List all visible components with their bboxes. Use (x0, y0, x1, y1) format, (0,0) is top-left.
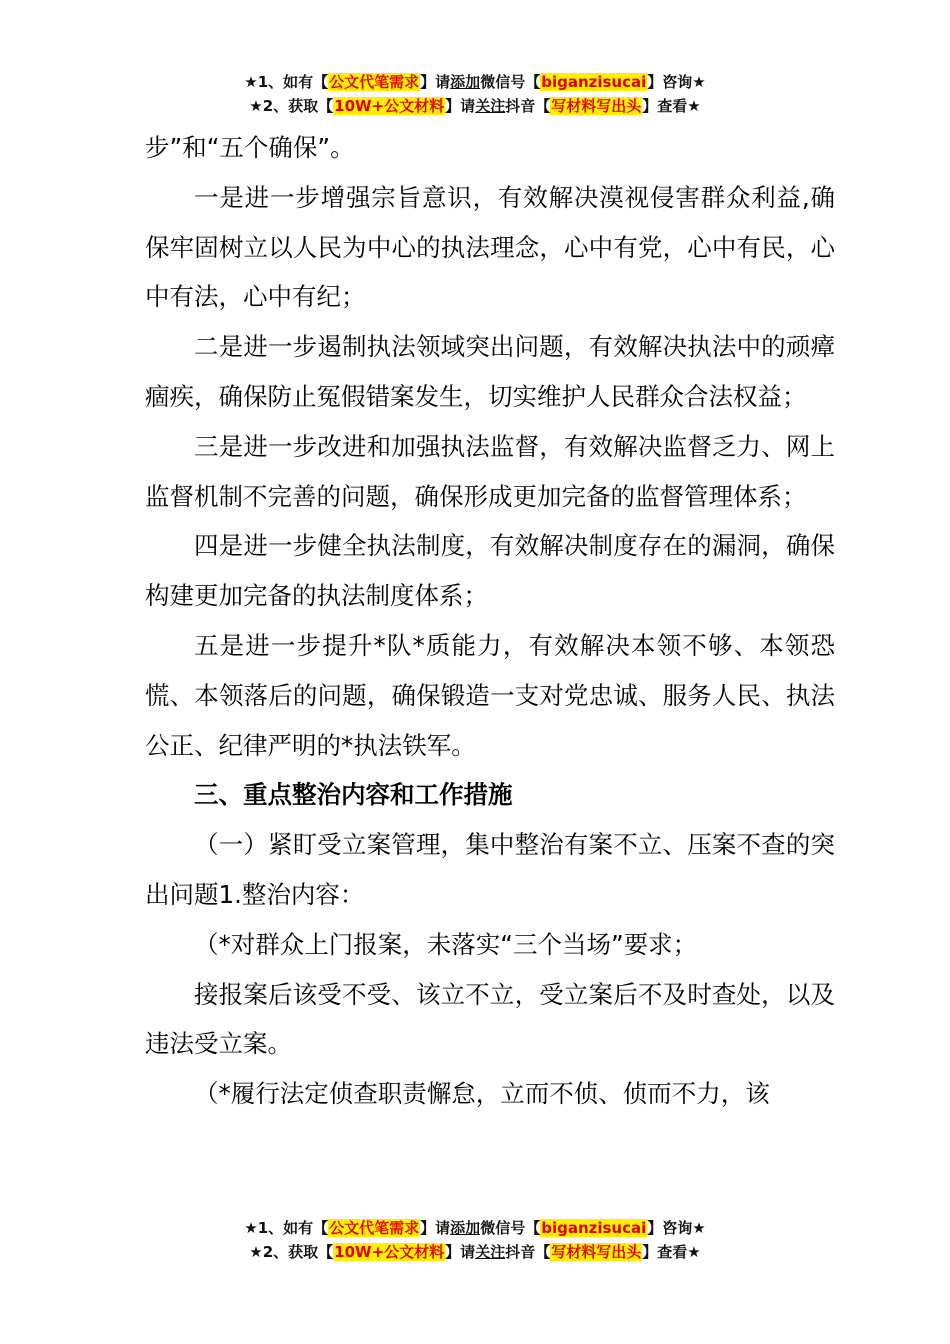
promo-text: 2、获取【 (262, 97, 334, 115)
promo-text: 1、如有【 (257, 73, 329, 91)
promo-text: 】查看 (642, 97, 688, 115)
promo-highlight: 公文代笔需求 (329, 73, 420, 91)
promo-highlight: biganzisucai (541, 1219, 647, 1237)
promo-line-2 (0, 1240, 950, 1264)
promo-text: 】请 (445, 97, 476, 115)
promo-text: 】请 (420, 73, 451, 91)
promo-text: 】请 (445, 1243, 476, 1261)
paragraph: 接报案后该受不受、该立不立，受立案后不及时查处，以及违法受立案。 (145, 979, 835, 1059)
star-icon: ★ (692, 73, 706, 91)
promo-text: 1、如有【 (257, 1219, 329, 1237)
promo-text: 抖音【 (505, 97, 551, 115)
promo-highlight: 写材料写出头 (551, 97, 642, 115)
promo-text: 】咨询 (647, 73, 693, 91)
promo-text: 抖音【 (505, 1243, 551, 1261)
promo-text: 】咨询 (647, 1219, 693, 1237)
promo-line-2 (0, 94, 950, 118)
paragraph: 步”和“五个确保”。 (145, 133, 355, 162)
promo-highlight: 10W+公文材料 (334, 1243, 445, 1261)
promo-text: 2、获取【 (262, 1243, 334, 1261)
promo-highlight: 公文代笔需求 (329, 1219, 420, 1237)
paragraph: （*对群众上门报案，未落实“三个当场”要求； (194, 929, 698, 959)
paragraph: 三是进一步改进和加强执法监督，有效解决监督乏力、网上监督机制不完善的问题，确保形成更加完备的监督管理体系； (145, 431, 835, 511)
promo-text: 】查看 (642, 1243, 688, 1261)
promo-underlined: 添加 (450, 73, 481, 91)
star-icon: ★ (687, 97, 701, 115)
promo-highlight: 写材料写出头 (551, 1243, 642, 1261)
paragraph: （*履行法定侦查职责懈怠，立而不侦、侦而不力，该 (194, 1079, 770, 1109)
star-icon: ★ (249, 1243, 263, 1261)
section-heading: 三、重点整治内容和工作措施 (194, 780, 513, 810)
paragraph: （一）紧盯受立案管理，集中整治有案不立、压案不查的突出问题1.整治内容： (145, 830, 835, 909)
star-icon: ★ (244, 1219, 258, 1237)
promo-text: 微信号【 (480, 73, 541, 91)
paragraph: 二是进一步遏制执法领域突出问题，有效解决执法中的顽瘴痼疾，确保防止冤假错案发生，切实维护人民群众合法权益； (145, 332, 835, 411)
promo-underlined: 关注 (475, 97, 506, 115)
promo-underlined: 关注 (475, 1243, 506, 1261)
document-body (145, 123, 835, 1119)
paragraph: 一是进一步增强宗旨意识，有效解决漠视侵害群众利益,确保牢固树立以人民为中心的执法理念，心中有党，心中有民，心中有法，心中有纪； (145, 182, 835, 312)
promo-line-1 (0, 70, 950, 94)
promo-banner-top (0, 70, 950, 118)
promo-underlined: 添加 (450, 1219, 481, 1237)
star-icon: ★ (692, 1219, 706, 1237)
star-icon: ★ (244, 73, 258, 91)
paragraph: 五是进一步提升*队*质能力，有效解决本领不够、本领恐慌、本领落后的问题，确保锻造一支对党忠诚、服务人民、执法公正、纪律严明的*执法铁军。 (145, 630, 835, 760)
paragraph: 四是进一步健全执法制度，有效解决制度存在的漏洞，确保构建更加完备的执法制度体系； (145, 531, 835, 611)
promo-highlight: biganzisucai (541, 73, 647, 91)
promo-banner-bottom (0, 1216, 950, 1264)
promo-line-1 (0, 1216, 950, 1240)
promo-text: 微信号【 (480, 1219, 541, 1237)
promo-highlight: 10W+公文材料 (334, 97, 445, 115)
star-icon: ★ (687, 1243, 701, 1261)
star-icon: ★ (249, 97, 263, 115)
promo-text: 】请 (420, 1219, 451, 1237)
